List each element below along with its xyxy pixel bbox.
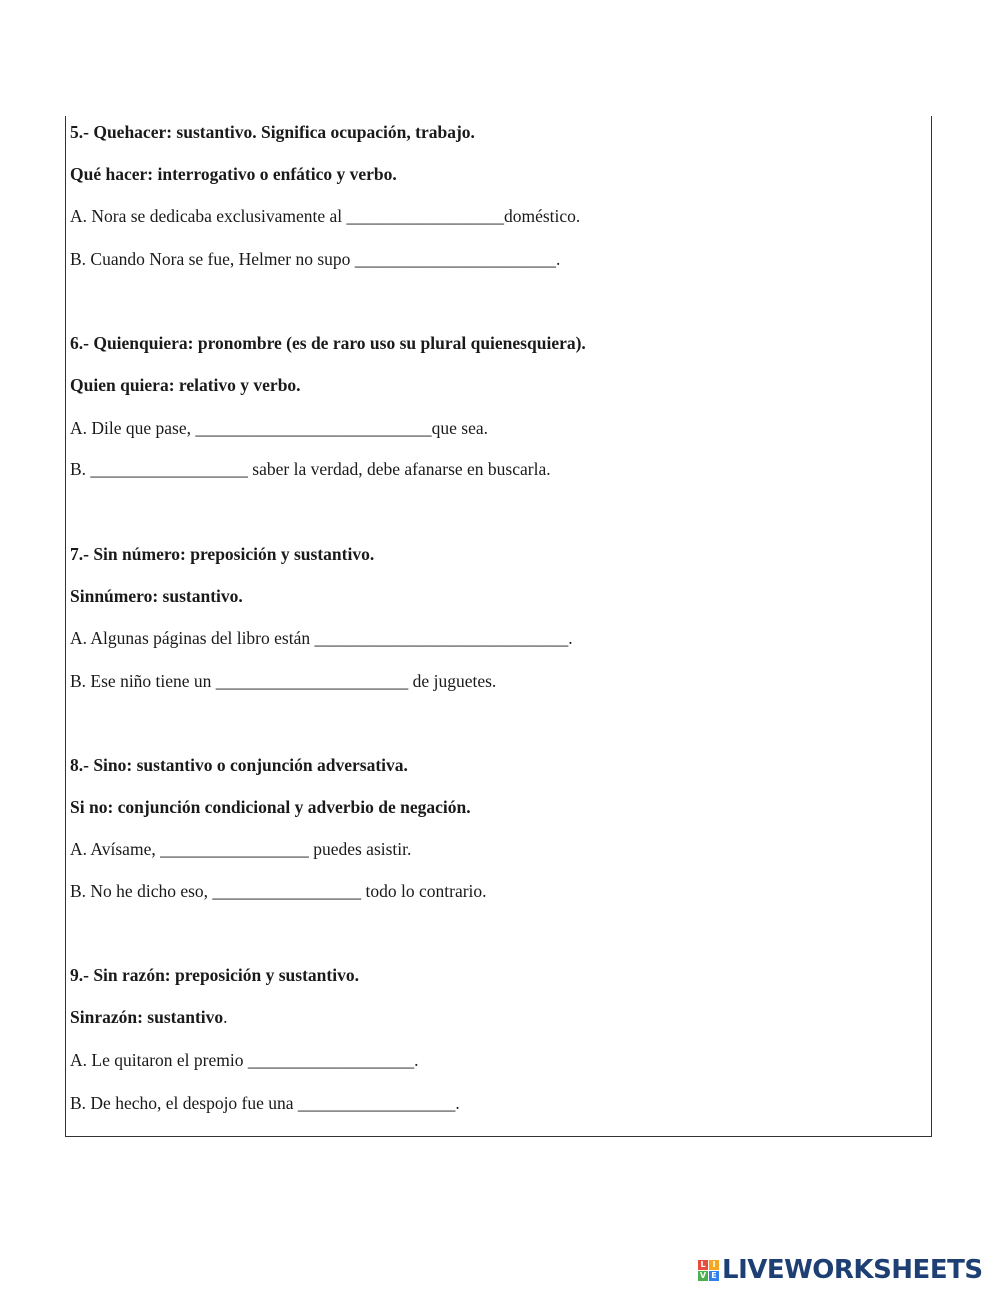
section-7-heading-2: Sinnúmero: sustantivo.: [70, 586, 243, 606]
section-5-heading-2: Qué hacer: interrogativo o enfático y verbo.: [70, 164, 397, 184]
section-6-heading-1: 6.- Quienquiera: pronombre (es de raro uso su plural quienesquiera).: [70, 333, 586, 353]
section-8-heading-2: Si no: conjunción condicional y adverbio de negación.: [70, 797, 471, 817]
logo-block-l: L: [698, 1260, 708, 1270]
section-9-heading-1: 9.- Sin razón: preposición y sustantivo.: [70, 965, 359, 985]
logo-block-v: V: [699, 1270, 707, 1280]
section-7-heading-1: 7.- Sin número: preposición y sustantivo.: [70, 544, 375, 564]
logo-blocks-icon: [698, 1260, 719, 1281]
section-7-sentence-b[interactable]: B. Ese niño tiene un ______________________ de juguetes.: [70, 671, 497, 691]
section-9-heading-2-line: [70, 1006, 228, 1028]
logo-text: LIVEWORKSHEETS: [722, 1255, 983, 1285]
section-8-sentence-b[interactable]: B. No he dicho eso, _________________ todo lo contrario.: [70, 881, 487, 901]
section-9-heading-2-suffix: .: [223, 1007, 228, 1027]
logo-block-i: I: [709, 1260, 719, 1270]
section-9-heading-2: Sinrazón: sustantivo: [70, 1007, 224, 1027]
logo-block-e: E: [709, 1271, 719, 1281]
section-5-heading-1: 5.- Quehacer: sustantivo. Significa ocupación, trabajo.: [70, 122, 475, 142]
section-5-sentence-b[interactable]: B. Cuando Nora se fue, Helmer no supo _______________________.: [70, 249, 561, 269]
section-9-sentence-a[interactable]: A. Le quitaron el premio ___________________.: [70, 1050, 419, 1070]
section-7-sentence-a[interactable]: A. Algunas páginas del libro están _____________________________.: [70, 628, 573, 648]
section-5-sentence-a[interactable]: A. Nora se dedicaba exclusivamente al __________________doméstico.: [70, 206, 581, 226]
liveworksheets-logo: [698, 1255, 983, 1285]
section-6-sentence-a[interactable]: A. Dile que pase, ___________________________que sea.: [70, 418, 488, 438]
section-8-heading-1: 8.- Sino: sustantivo o conjunción adversativa.: [70, 755, 408, 775]
section-6-heading-2: Quien quiera: relativo y verbo.: [70, 375, 301, 395]
section-6-sentence-b[interactable]: B. __________________ saber la verdad, debe afanarse en buscarla.: [70, 459, 551, 479]
section-9-sentence-b[interactable]: B. De hecho, el despojo fue una __________________.: [70, 1093, 460, 1113]
section-8-sentence-a[interactable]: A. Avísame, _________________ puedes asistir.: [70, 839, 412, 859]
